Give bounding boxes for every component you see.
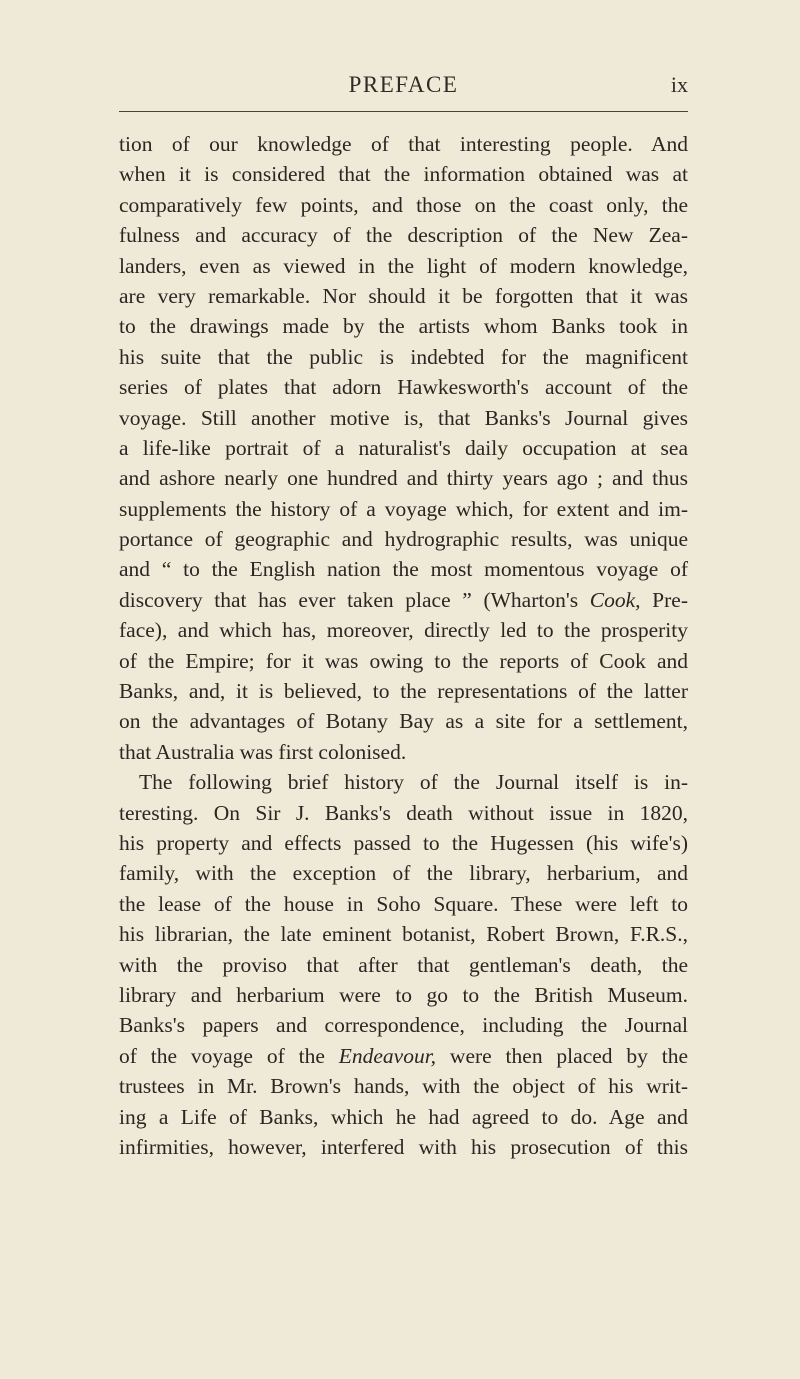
text-line-with-italic bbox=[119, 585, 688, 615]
text-line: his property and effects passed to the Hugessen (his wife's) bbox=[119, 830, 688, 855]
text-line: a life-like portrait of a naturalist's daily occupation at sea bbox=[119, 435, 688, 460]
italic-ship-name: Endeavour, bbox=[338, 1043, 437, 1068]
text-line: when it is considered that the information obtained was at bbox=[119, 162, 688, 187]
text-line: on the advantages of Botany Bay as a site for a settlement, bbox=[119, 709, 688, 734]
text-line: fulness and accuracy of the description of the New Zea- bbox=[119, 223, 688, 248]
text-line: Banks, and, it is believed, to the representations of the latter bbox=[119, 679, 688, 704]
text-line: infirmities, however, interfered with his prosecution of this bbox=[119, 1134, 688, 1159]
text-line: to the drawings made by the artists whom Banks took in bbox=[119, 314, 688, 339]
line-text: Pre- bbox=[640, 587, 688, 612]
text-line: landers, even as viewed in the light of modern knowledge, bbox=[119, 253, 688, 278]
text-line: library and herbarium were to go to the British Museum. bbox=[119, 982, 688, 1007]
header-rule bbox=[119, 111, 688, 112]
text-line: Banks's papers and correspondence, including the Journal bbox=[119, 1013, 688, 1038]
text-line: and ashore nearly one hundred and thirty years ago ; and thus bbox=[119, 466, 688, 491]
line-text: of the voyage of the bbox=[119, 1043, 325, 1068]
page-number: ix bbox=[670, 72, 688, 97]
text-line: and “ to the English nation the most momentous voyage of bbox=[119, 557, 688, 582]
text-line: teresting. On Sir J. Banks's death without issue in 1820, bbox=[119, 800, 688, 825]
text-line: his suite that the public is indebted for the magnificent bbox=[119, 344, 688, 369]
text-line: series of plates that adorn Hawkesworth's account of the bbox=[119, 375, 688, 400]
text-line: supplements the history of a voyage which, for extent and im- bbox=[119, 496, 688, 521]
text-line: The following brief history of the Journal itself is in- bbox=[139, 770, 688, 795]
line-text: were then placed by the bbox=[436, 1043, 689, 1068]
running-title: PREFACE bbox=[348, 72, 459, 97]
text-line: portance of geographic and hydrographic results, was unique bbox=[119, 527, 688, 552]
text-line: family, with the exception of the library, herbarium, and bbox=[119, 861, 688, 886]
text-line: face), and which has, moreover, directly led to the prosperity bbox=[119, 618, 688, 643]
text-line: trustees in Mr. Brown's hands, with the object of his writ- bbox=[119, 1074, 688, 1099]
text-line: of the Empire; for it was owing to the reports of Cook and bbox=[119, 648, 688, 673]
text-line: are very remarkable. Nor should it be forgotten that it was bbox=[119, 283, 688, 308]
italic-title: Cook, bbox=[589, 587, 641, 612]
text-line: with the proviso that after that gentleman's death, the bbox=[119, 952, 688, 977]
text-line: the lease of the house in Soho Square. These were left to bbox=[119, 891, 688, 916]
body-text bbox=[119, 129, 688, 1162]
text-line-with-italic bbox=[119, 1041, 688, 1071]
text-line: comparatively few points, and those on the coast only, the bbox=[119, 192, 688, 217]
text-line: tion of our knowledge of that interesting people. And bbox=[119, 132, 688, 156]
text-line: ing a Life of Banks, which he had agreed to do. Age and bbox=[119, 1104, 688, 1129]
text-line: his librarian, the late eminent botanist, Robert Brown, F.R.S., bbox=[119, 922, 688, 947]
text-line: that Australia was first colonised. bbox=[119, 739, 407, 764]
line-text: discovery that has ever taken place ” (Wharton's bbox=[119, 587, 579, 612]
text-line: voyage. Still another motive is, that Banks's Journal gives bbox=[119, 405, 688, 430]
page-header bbox=[119, 72, 688, 102]
